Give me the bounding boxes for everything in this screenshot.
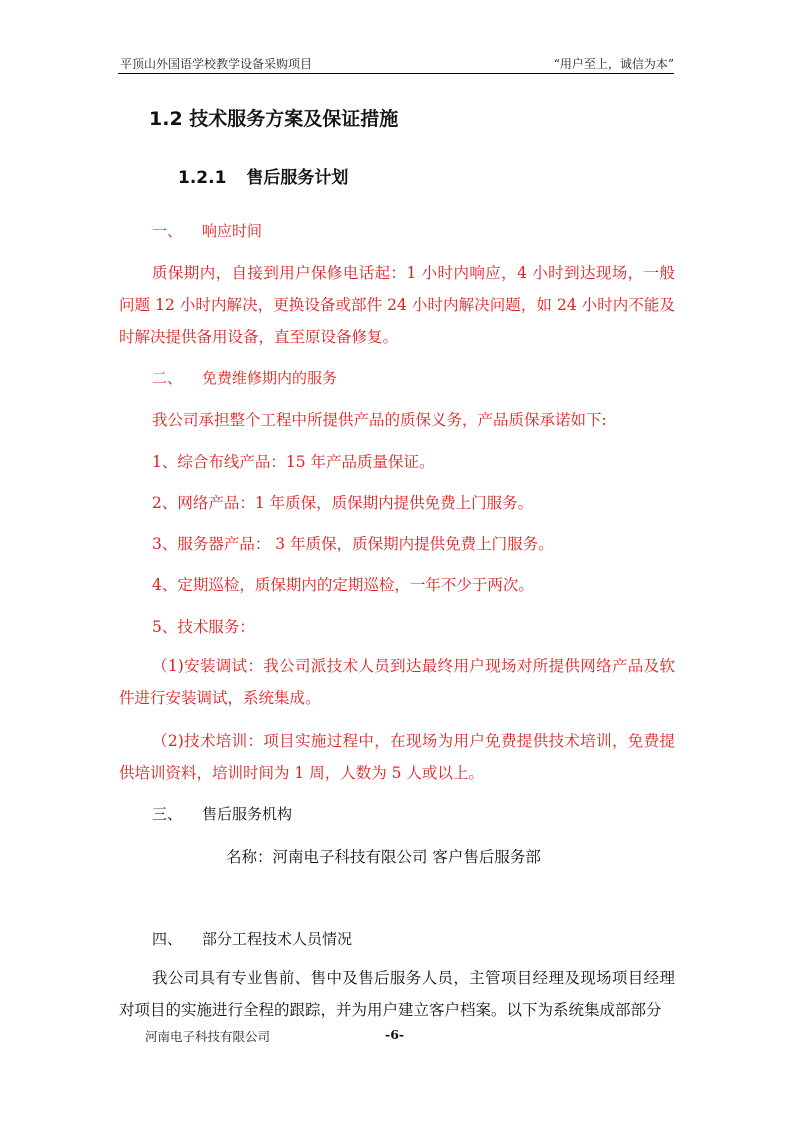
footer-company: 河南电子科技有限公司 [145, 1029, 271, 1044]
section-1-title: 响应时间 [202, 222, 263, 240]
section-4-body: 我公司具有专业售前、售中及售后服务人员，主管项目经理及现场项目经理对项目的实施进行全程的跟踪，并为用户建立客户档案。以下为系统集成部部分 [119, 969, 675, 1019]
section-2-heading [152, 367, 337, 388]
section-2-intro: 我公司承担整个工程中所提供产品的质保义务，产品质保承诺如下: [152, 411, 607, 429]
list-item: 1、综合布线产品：15 年产品质量保证。 [152, 453, 435, 471]
header-project-title: 平顶山外国语学校教学设备采购项目 [120, 57, 313, 71]
page-number: -6- [385, 1027, 405, 1042]
subsection-number: 1.2.1 [178, 168, 227, 188]
subsection-heading [178, 163, 348, 188]
sub-item-installation: （1)安装调试：我公司派技术人员到达最终用户现场对所提供网络产品及软件进行安装调试，系统集成。 [119, 657, 675, 707]
sub-item-training: （2)技术培训：项目实施过程中，在现场为用户免费提供技术培训，免费提供培训资料，培训时间为 1 周，人数为 5 人或以上。 [119, 732, 675, 782]
list-item: 3、服务器产品： 3 年质保，质保期内提供免费上门服务。 [152, 535, 554, 553]
section-1-heading [152, 220, 262, 241]
list-item: 4、定期巡检，质保期内的定期巡检，一年不少于两次。 [152, 576, 534, 594]
section-3-marker: 三、 [152, 805, 183, 823]
section-4-marker: 四、 [152, 930, 183, 948]
section-1-marker: 一、 [152, 222, 183, 240]
service-organization-name: 名称：河南电子科技有限公司 客户售后服务部 [226, 848, 541, 866]
section-1-body: 质保期内，自接到用户保修电话起：1 小时内响应，4 小时到达现场，一般问题 12 小时内解决，更换设备或部件 24 小时内解决问题，如 24 小时内不能及时解决提供备用设备，直至原设备修复。 [119, 264, 675, 346]
section-4-title: 部分工程技术人员情况 [202, 930, 353, 948]
section-3-heading [152, 803, 292, 824]
header-slogan: “用户至上，诚信为本” [553, 57, 674, 71]
section-4-heading [152, 928, 352, 949]
section-2-marker: 二、 [152, 369, 183, 387]
subsection-title: 售后服务计划 [246, 168, 349, 188]
section-heading: 1.2 技术服务方案及保证措施 [149, 108, 399, 130]
list-item: 2、网络产品：1 年质保，质保期内提供免费上门服务。 [152, 494, 534, 512]
section-2-title: 免费维修期内的服务 [202, 369, 338, 387]
section-3-title: 售后服务机构 [202, 805, 293, 823]
header-divider [118, 73, 674, 74]
list-item: 5、技术服务： [152, 618, 255, 636]
